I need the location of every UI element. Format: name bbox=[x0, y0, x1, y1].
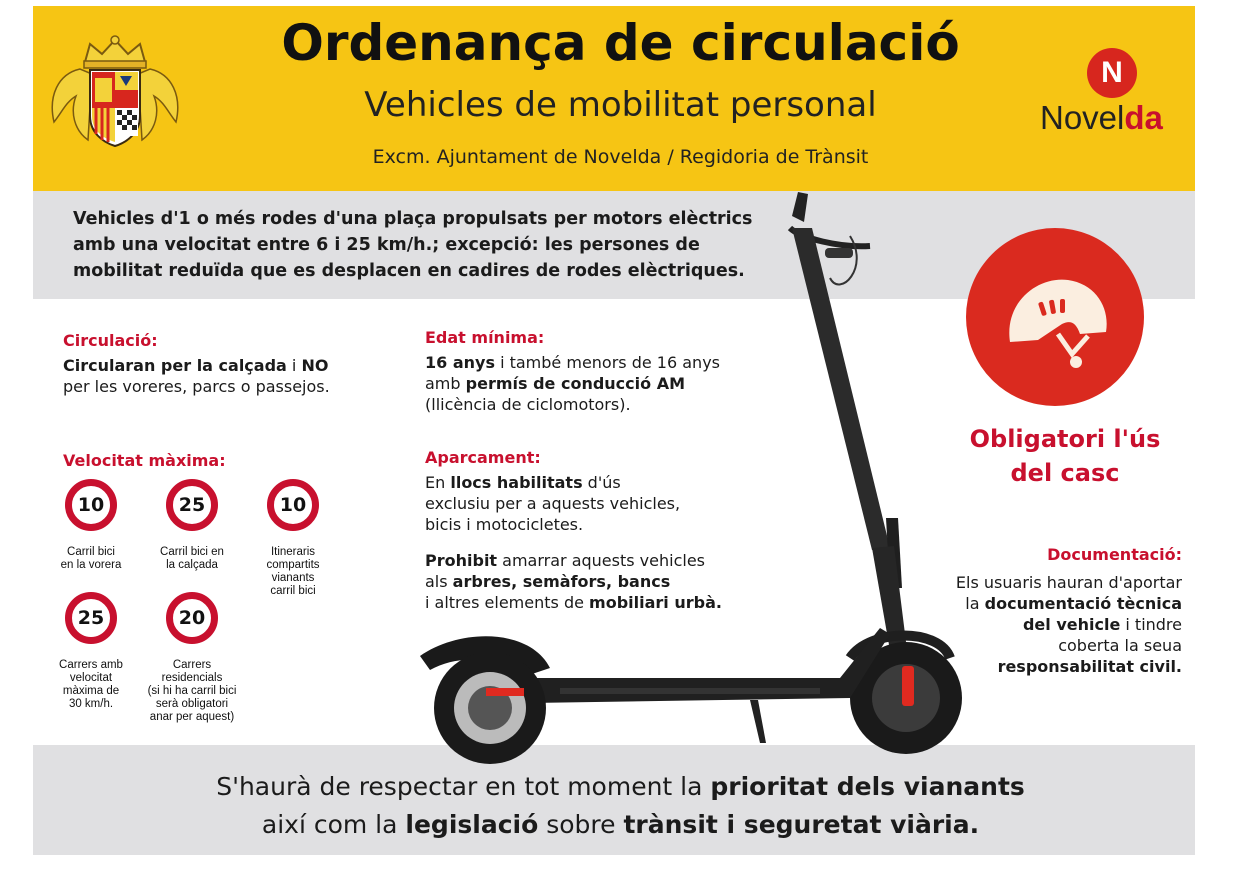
aparcament-plain-1: En bbox=[425, 473, 451, 492]
velocitat-heading: Velocitat màxima: bbox=[63, 451, 226, 470]
caption-line: la calçada bbox=[166, 559, 218, 571]
edat-plain-1: i també menors de 16 anys bbox=[494, 353, 720, 372]
edat-bold-1: 16 anys bbox=[425, 353, 495, 372]
caption-line: serà obligatori bbox=[155, 698, 229, 710]
documentacio-line-4: coberta la seua bbox=[1058, 636, 1182, 655]
circulacio-plain-1: i bbox=[286, 356, 302, 375]
caption-line: residencials bbox=[161, 672, 223, 684]
aparcament-heading: Aparcament: bbox=[425, 448, 541, 467]
prohibit-text bbox=[425, 550, 805, 613]
speed-sign-2 bbox=[166, 479, 218, 531]
footer-plain-1: S'haurà de respectar en tot moment la bbox=[216, 772, 711, 801]
edat-heading: Edat mínima: bbox=[425, 328, 545, 347]
speed-sign-value: 10 bbox=[65, 479, 117, 531]
edat-bold-2: permís de conducció AM bbox=[465, 374, 685, 393]
caption-line: en la vorera bbox=[60, 559, 122, 571]
page-title: Ordenança de circulació bbox=[281, 14, 960, 72]
novelda-logo-letter: N bbox=[1101, 56, 1123, 89]
edat-plain-2: amb bbox=[425, 374, 466, 393]
speed-sign-4 bbox=[65, 592, 117, 644]
caption-line: vianants bbox=[271, 572, 315, 584]
speed-sign-3 bbox=[267, 479, 319, 531]
helmet-line-2: del casc bbox=[1010, 459, 1120, 487]
footer-bold-1: prioritat dels vianants bbox=[710, 772, 1025, 801]
helmet-line-1: Obligatori l'ús bbox=[969, 425, 1161, 453]
aparcament-text bbox=[425, 472, 785, 535]
brand-prefix: Novel bbox=[1040, 99, 1125, 136]
aparcament-bold-1: llocs habilitats bbox=[450, 473, 583, 492]
documentacio-text bbox=[880, 572, 1182, 677]
aparcament-line-2: exclusiu per a aquests vehicles, bbox=[425, 494, 681, 513]
prohibit-plain-2: als bbox=[425, 572, 453, 591]
speed-sign-2-caption bbox=[137, 546, 247, 572]
issuer-line: Excm. Ajuntament de Novelda / Regidoria de Trànsit bbox=[372, 146, 869, 168]
caption-line: Carrers amb bbox=[59, 659, 123, 671]
caption-line: Carril bici en bbox=[160, 546, 224, 558]
helmet-icon bbox=[998, 262, 1114, 378]
caption-line: màxima de bbox=[62, 685, 120, 697]
speed-sign-5 bbox=[166, 592, 218, 644]
intro-line-1: Vehicles d'1 o més rodes d'una plaça propulsats per motors elèctrics bbox=[73, 209, 753, 229]
speed-sign-5-caption bbox=[137, 659, 247, 724]
caption-line: anar per aquest) bbox=[149, 711, 235, 723]
documentacio-plain-3: i tindre bbox=[1120, 615, 1182, 634]
footer-line-1 bbox=[0, 772, 1241, 801]
footer-plain-3: sobre bbox=[538, 810, 624, 839]
documentacio-heading: Documentació: bbox=[1047, 545, 1182, 564]
speed-sign-3-caption bbox=[238, 546, 348, 598]
brand-suffix: da bbox=[1124, 99, 1163, 136]
novelda-wordmark bbox=[1040, 99, 1163, 137]
circulacio-bold-1: Circularan per la calçada bbox=[63, 356, 287, 375]
speed-sign-1 bbox=[65, 479, 117, 531]
intro-line-3: mobilitat reduïda que es desplacen en cadires de rodes elèctriques. bbox=[73, 261, 745, 281]
speed-sign-1-caption bbox=[36, 546, 146, 572]
prohibit-plain: amarrar aquests vehicles bbox=[497, 551, 705, 570]
prohibit-plain-3: i altres elements de bbox=[425, 593, 590, 612]
caption-line: 30 km/h. bbox=[68, 698, 114, 710]
edat-line-3: (llicència de ciclomotors). bbox=[425, 395, 631, 414]
speed-sign-4-caption bbox=[36, 659, 146, 711]
documentacio-bold-3: del vehicle bbox=[1022, 615, 1121, 634]
helmet-caption bbox=[920, 422, 1210, 490]
circulacio-line-2: per les voreres, parcs o passejos. bbox=[63, 377, 330, 396]
caption-line: compartits bbox=[266, 559, 320, 571]
documentacio-plain-2: la bbox=[965, 594, 985, 613]
circulacio-bold-2: NO bbox=[301, 356, 329, 375]
caption-line: carril bici bbox=[270, 585, 316, 597]
speed-sign-value: 25 bbox=[65, 592, 117, 644]
caption-line: velocitat bbox=[69, 672, 113, 684]
prohibit-bold-2: arbres, semàfors, bancs bbox=[452, 572, 671, 591]
novelda-logo-icon bbox=[1087, 48, 1137, 98]
prohibit-bold-3: mobiliari urbà. bbox=[589, 593, 722, 612]
documentacio-bold-2: documentació tècnica bbox=[984, 594, 1182, 613]
circulacio-heading: Circulació: bbox=[63, 331, 158, 350]
circulacio-text bbox=[63, 355, 403, 397]
footer-bold-3: trànsit i seguretat viària. bbox=[623, 810, 980, 839]
aparcament-line-3: bicis i motocicletes. bbox=[425, 515, 584, 534]
caption-line: Carrers bbox=[172, 659, 212, 671]
edat-text bbox=[425, 352, 785, 415]
caption-line: (si hi ha carril bici bbox=[147, 685, 237, 697]
speed-sign-value: 20 bbox=[166, 592, 218, 644]
footer-plain-2: així com la bbox=[261, 810, 406, 839]
page-subtitle: Vehicles de mobilitat personal bbox=[364, 85, 877, 125]
speed-sign-value: 25 bbox=[166, 479, 218, 531]
documentacio-line-1: Els usuaris hauran d'aportar bbox=[955, 573, 1182, 592]
speed-sign-value: 10 bbox=[267, 479, 319, 531]
footer-line-2 bbox=[0, 810, 1241, 839]
intro-line-2: amb una velocitat entre 6 i 25 km/h.; excepció: les persones de bbox=[73, 235, 700, 255]
prohibit-bold: Prohibit bbox=[425, 551, 498, 570]
documentacio-bold-5: responsabilitat civil. bbox=[997, 657, 1182, 676]
footer-bold-2: legislació bbox=[405, 810, 539, 839]
caption-line: Itineraris bbox=[270, 546, 316, 558]
aparcament-plain-2: d'ús bbox=[582, 473, 621, 492]
caption-line: Carril bici bbox=[67, 546, 115, 558]
